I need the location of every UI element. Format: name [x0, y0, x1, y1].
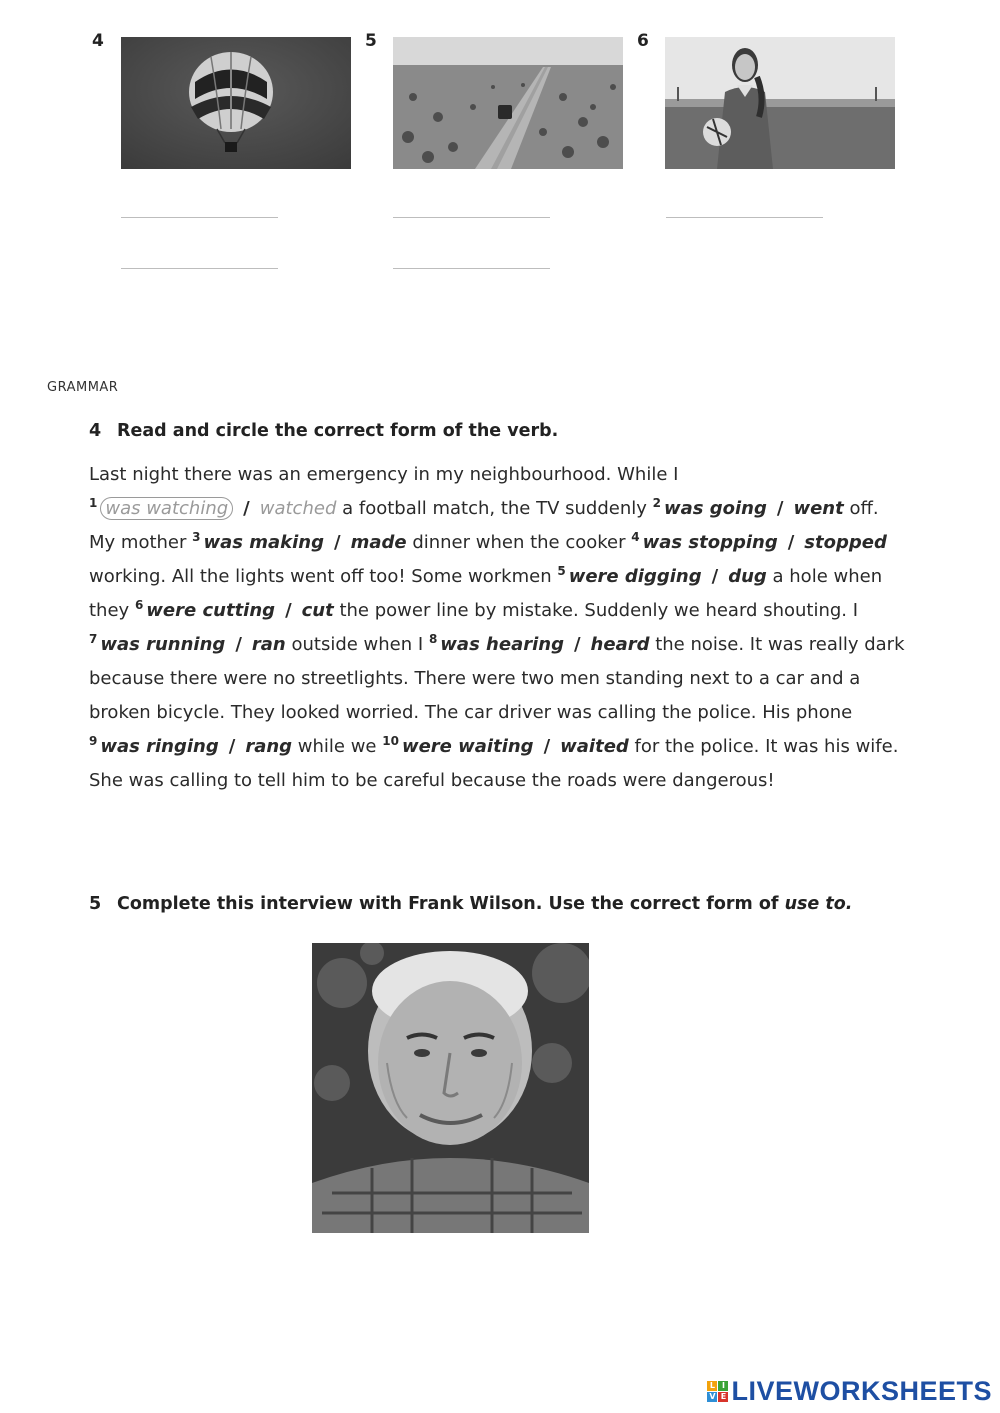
answer-line-6a[interactable]	[666, 217, 823, 218]
exercise4-passage	[89, 458, 909, 798]
option-4a[interactable]: was stopping	[642, 532, 778, 553]
exercise5-number: 5	[89, 894, 102, 914]
option-1b[interactable]: watched	[259, 498, 337, 519]
option-9a[interactable]: was ringing	[100, 736, 219, 757]
option-3b[interactable]: made	[350, 532, 407, 553]
option-4b[interactable]: stopped	[804, 532, 887, 553]
passage-line: working. All the lights went off too! Some workmen $^5$ were digging / dug a hole when	[89, 564, 883, 587]
passage-line: She was calling to tell him to be careful because the roads were dangerous!	[89, 770, 775, 791]
picture-number-5: 5	[365, 31, 377, 51]
passage-line: $^1$ was watching / watched a football match, the TV suddenly $^2$ was going / went off.	[89, 496, 879, 519]
passage-line: broken bicycle. They looked worried. The car driver was calling the police. His phone	[89, 702, 853, 723]
picture-number-6: 6	[637, 31, 649, 51]
hot-air-balloon-photo	[121, 37, 351, 169]
liveworksheets-logo	[707, 1376, 992, 1407]
option-10a[interactable]: were waiting	[401, 736, 534, 757]
exercise5-instruction-italic: use to.	[784, 894, 853, 914]
option-9b[interactable]: rang	[245, 736, 293, 757]
option-10b[interactable]: waited	[560, 736, 629, 757]
passage-line: Last night there was an emergency in my neighbourhood. While I	[89, 464, 679, 485]
exercise4-number: 4	[89, 421, 102, 441]
exercise4-instruction	[89, 421, 558, 441]
logo-text: LIVEWORKSHEETS	[731, 1376, 992, 1406]
option-7a[interactable]: was running	[100, 634, 226, 655]
option-2b[interactable]: went	[793, 498, 844, 519]
picture-number-4: 4	[92, 31, 104, 51]
exercise4-instruction-text: Read and circle the correct form of the verb.	[117, 421, 559, 441]
passage-line: $^7$ was running / ran outside when I $^8$ was hearing / heard the noise. It was really dark	[89, 632, 905, 655]
option-7b[interactable]: ran	[251, 634, 286, 655]
frank-wilson-portrait-photo	[312, 943, 589, 1233]
option-8b[interactable]: heard	[590, 634, 650, 655]
option-5b[interactable]: dug	[728, 566, 767, 587]
option-8a[interactable]: was hearing	[440, 634, 564, 655]
option-5a[interactable]: were digging	[568, 566, 702, 587]
passage-line: $^9$ was ringing / rang while we $^{10}$ were waiting / waited for the police. It was his wife.	[89, 734, 899, 757]
woman-football-photo	[665, 37, 895, 169]
passage-line: they $^6$ were cutting / cut the power line by mistake. Suddenly we heard shouting. I	[89, 598, 859, 621]
exercise5-instruction	[89, 894, 852, 914]
answer-line-5b[interactable]	[393, 268, 550, 269]
option-2a[interactable]: was going	[664, 498, 767, 519]
option-3a[interactable]: was making	[203, 532, 324, 553]
answer-line-4b[interactable]	[121, 268, 278, 269]
passage-line: My mother $^3$ was making / made dinner when the cooker $^4$ was stopping / stopped	[89, 530, 887, 553]
logo-mark-icon: L I V E	[707, 1381, 728, 1402]
option-1a[interactable]: was watching	[100, 497, 233, 520]
option-6b[interactable]: cut	[301, 600, 334, 621]
exercise5-instruction-text: Complete this interview with Frank Wilson. Use the correct form of	[117, 894, 779, 914]
section-label: GRAMMAR	[47, 380, 119, 395]
passage-line: because there were no streetlights. There were two men standing next to a car and a	[89, 668, 861, 689]
answer-line-4a[interactable]	[121, 217, 278, 218]
desert-road-photo	[393, 37, 623, 169]
answer-line-5a[interactable]	[393, 217, 550, 218]
option-6a[interactable]: were cutting	[146, 600, 276, 621]
